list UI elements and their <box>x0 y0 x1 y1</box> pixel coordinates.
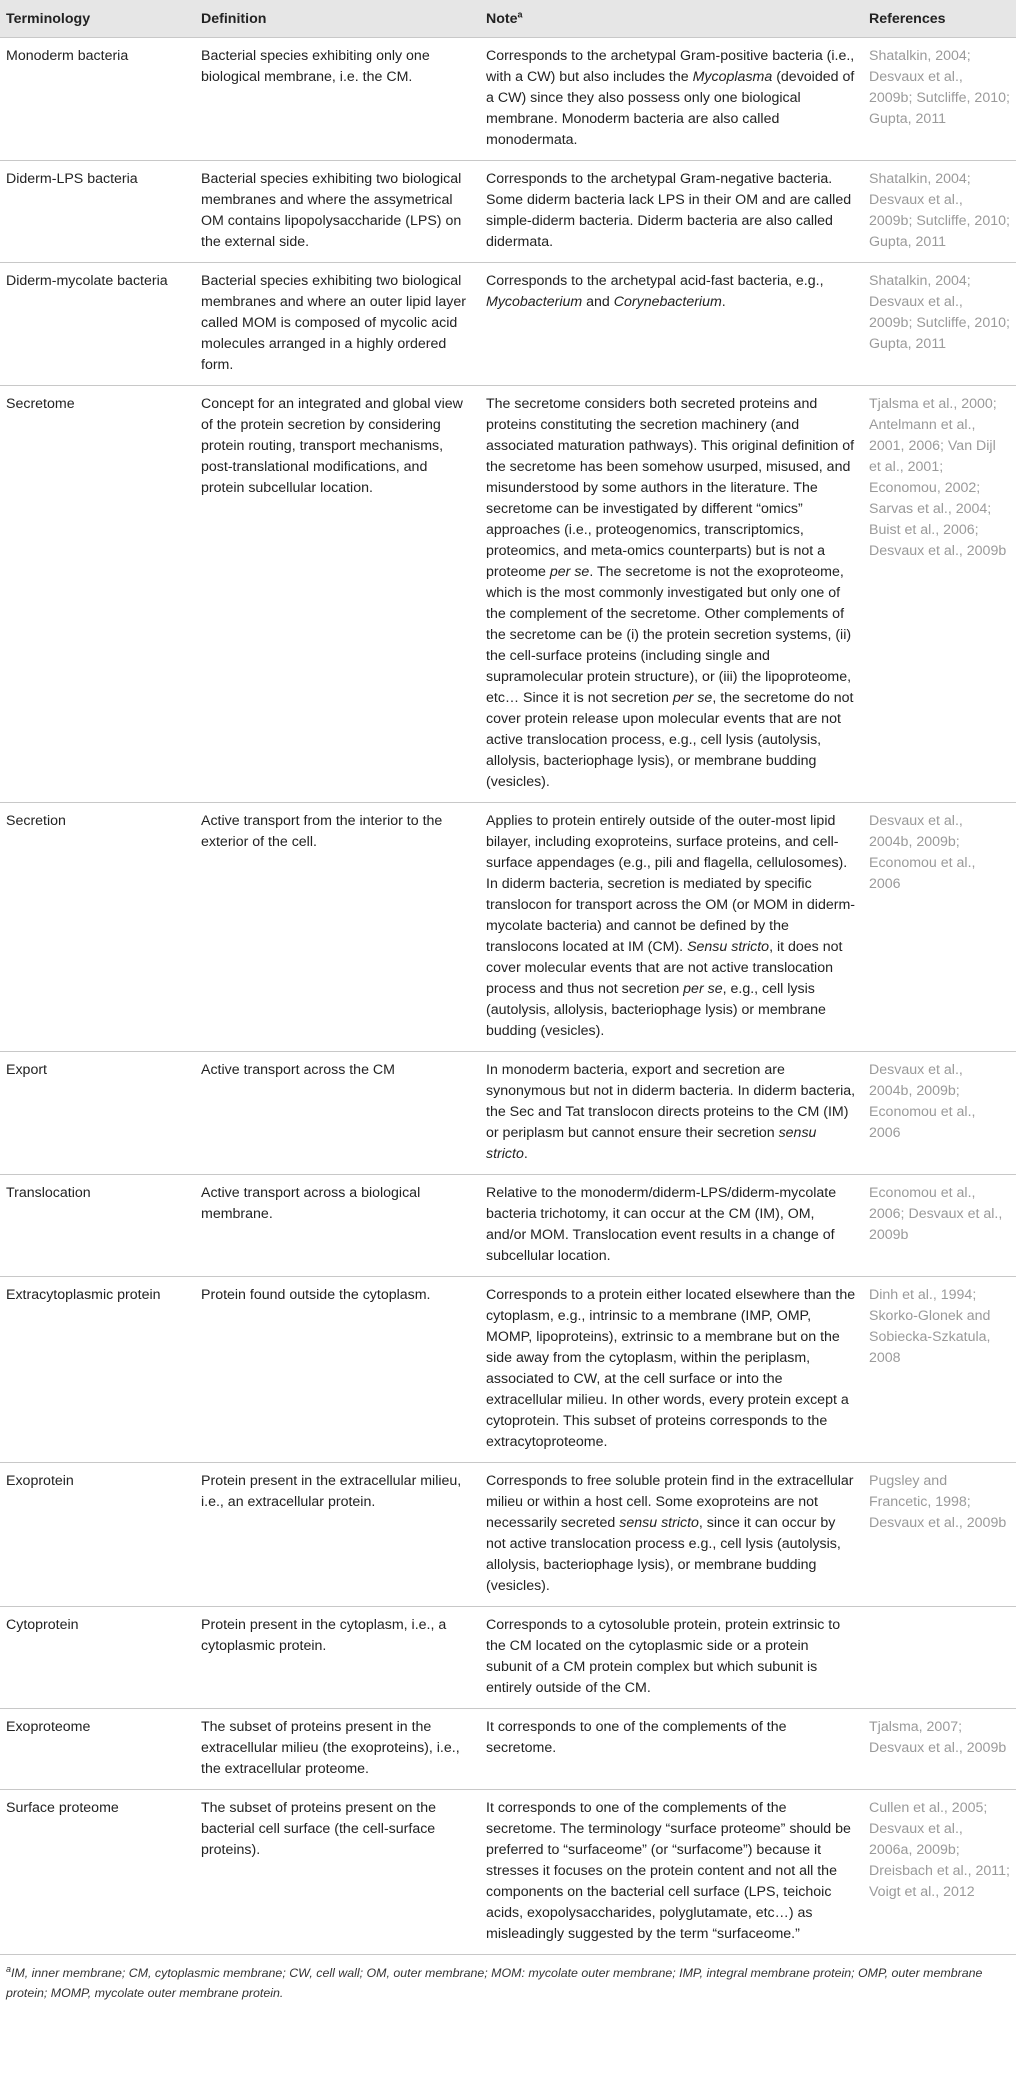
row-terminology: Export <box>0 1052 195 1175</box>
table-header-row <box>0 0 1016 38</box>
row-definition: Active transport from the interior to the exterior of the cell. <box>195 803 480 1052</box>
row-definition: Protein found outside the cytoplasm. <box>195 1277 480 1463</box>
row-references: Pugsley and Francetic, 1998; Desvaux et al., 2009b <box>863 1463 1016 1607</box>
row-definition: Active transport across the CM <box>195 1052 480 1175</box>
table-row <box>0 38 1016 161</box>
row-definition: Bacterial species exhibiting two biological membranes and where an outer lipid layer called MOM is composed of mycolic acid molecules arranged in a highly ordered form. <box>195 263 480 386</box>
row-note <box>480 161 863 263</box>
note-italic-text: Mycoplasma <box>692 69 773 85</box>
row-references: Shatalkin, 2004; Desvaux et al., 2009b; Sutcliffe, 2010; Gupta, 2011 <box>863 161 1016 263</box>
row-definition: Concept for an integrated and global view of the protein secretion by considering protein routing, transport mechanisms, post-translational modifications, and protein subcellular location. <box>195 386 480 803</box>
row-terminology: Diderm-mycolate bacteria <box>0 263 195 386</box>
row-terminology: Translocation <box>0 1175 195 1277</box>
row-definition: Protein present in the extracellular milieu, i.e., an extracellular protein. <box>195 1463 480 1607</box>
row-references: Desvaux et al., 2004b, 2009b; Economou et al., 2006 <box>863 803 1016 1052</box>
row-references <box>863 1607 1016 1709</box>
table-row <box>0 1709 1016 1790</box>
note-text: and <box>582 294 614 310</box>
row-references: Tjalsma et al., 2000; Antelmann et al., 2001, 2006; Van Dijl et al., 2001; Economou, 2002; Sarvas et al., 2004; Buist et al., 2006; Desvaux et al., 2009b <box>863 386 1016 803</box>
row-terminology: Exoproteome <box>0 1709 195 1790</box>
footnote-text: IM, inner membrane; CM, cytoplasmic membrane; CW, cell wall; OM, outer membrane; MOM: mycolate outer membrane; IMP, integral membrane protein; OMP, outer membrane protein; MOMP, mycolate outer membrane protein. <box>6 1966 983 2000</box>
row-terminology: Cytoprotein <box>0 1607 195 1709</box>
note-text: . <box>523 1146 528 1162</box>
note-text: Corresponds to free soluble protein find in the extracellular milieu or within a host cell. Some exoproteins are not necessarily secreted <box>486 1473 854 1531</box>
row-note <box>480 1709 863 1790</box>
note-text: Corresponds to a cytosoluble protein, protein extrinsic to the CM located on the cytoplasmic side or a protein subunit of a CM protein complex but which subunit is entirely outside of the CM. <box>486 1617 841 1696</box>
footnote-marker: a <box>6 1963 12 1974</box>
note-italic-text: Mycobacterium <box>486 294 583 310</box>
table-row <box>0 803 1016 1052</box>
note-italic-text: sensu stricto <box>619 1515 699 1531</box>
note-italic-text: Sensu stricto <box>687 939 770 955</box>
note-italic-text: Corynebacterium <box>613 294 722 310</box>
header-note-footnote-marker: a <box>517 9 523 20</box>
note-text: Corresponds to the archetypal Gram-positive bacteria (i.e., with a CW) but also includes the <box>486 48 855 85</box>
table-row <box>0 1175 1016 1277</box>
note-text: , the secretome do not cover protein release upon molecular events that are not active translocation process, e.g., cell lysis (autolysis, allolysis, bacteriophage lysis), or membrane budding (vesicles). <box>486 690 854 790</box>
note-italic-text: sensu stricto <box>486 1125 817 1162</box>
row-references: Cullen et al., 2005; Desvaux et al., 2006a, 2009b; Dreisbach et al., 2011; Voigt et al., 2012 <box>863 1790 1016 1955</box>
row-references: Shatalkin, 2004; Desvaux et al., 2009b; Sutcliffe, 2010; Gupta, 2011 <box>863 38 1016 161</box>
row-definition: Bacterial species exhibiting only one biological membrane, i.e. the CM. <box>195 38 480 161</box>
row-definition: The subset of proteins present in the extracellular milieu (the exoproteins), i.e., the extracellular proteome. <box>195 1709 480 1790</box>
note-text: Relative to the monoderm/diderm-LPS/diderm-mycolate bacteria trichotomy, it can occur at the CM (IM), OM, and/or MOM. Translocation event results in a change of subcellular location. <box>486 1185 837 1264</box>
row-references: Economou et al., 2006; Desvaux et al., 2009b <box>863 1175 1016 1277</box>
row-terminology: Diderm-LPS bacteria <box>0 161 195 263</box>
header-note-label: Note <box>486 11 518 27</box>
table-row <box>0 1607 1016 1709</box>
table-row <box>0 263 1016 386</box>
note-text: . The secretome is not the exoproteome, which is the most commonly investigated but only one of the complement of the secretome. Other complements of the secretome can be (i) the protein secretion systems, (ii) the cell-surface proteins (including single and supramolecular protein structure), or (iii) the lipoproteome, etc… Since it is not secretion <box>486 564 852 706</box>
header-references: References <box>869 11 946 27</box>
header-note <box>480 0 863 38</box>
row-definition: The subset of proteins present on the bacterial cell surface (the cell-surface proteins). <box>195 1790 480 1955</box>
note-text: (devoided of a CW) since they also possess only one biological membrane. Monoderm bacteria are also called monodermata. <box>486 69 855 148</box>
row-terminology: Monoderm bacteria <box>0 38 195 161</box>
row-note <box>480 38 863 161</box>
table-row <box>0 1052 1016 1175</box>
row-references: Dinh et al., 1994; Skorko-Glonek and Sobiecka-Szkatula, 2008 <box>863 1277 1016 1463</box>
row-terminology: Secretion <box>0 803 195 1052</box>
note-text: , since it can occur by not active translocation process e.g., cell lysis (autolysis, allolysis, bacteriophage lysis), or membrane budding (vesicles). <box>486 1515 841 1594</box>
row-terminology: Surface proteome <box>0 1790 195 1955</box>
note-text: , it does not cover molecular events that are not active translocation process and thus not secretion <box>486 939 843 997</box>
row-note <box>480 263 863 386</box>
note-text: , e.g., cell lysis (autolysis, allolysis, bacteriophage lysis) or membrane budding (vesicles). <box>486 981 826 1039</box>
note-text: The secretome considers both secreted proteins and proteins constituting the secretion machinery (and associated maturation pathways). This original definition of the secretome has been somehow usurped, misused, and misunderstood by some authors in the literature. The secretome can be investigated by different “omics” approaches (i.e., proteogenomics, transcriptomics, proteomics, and meta-omics counterparts) but is not a proteome <box>486 396 855 580</box>
row-references: Tjalsma, 2007; Desvaux et al., 2009b <box>863 1709 1016 1790</box>
note-text: It corresponds to one of the complements of the secretome. The terminology “surface proteome” should be preferred to “surfaceome” (or “surfacome”) because it stresses it focuses on the protein content and not all the components on the bacterial cell surface (LPS, teichoic acids, exopolysaccharides, polyglutamate, etc…) as misleadingly suggested by the term “surfaceome.” <box>486 1800 851 1942</box>
row-note <box>480 1607 863 1709</box>
row-note <box>480 386 863 803</box>
row-references: Shatalkin, 2004; Desvaux et al., 2009b; Sutcliffe, 2010; Gupta, 2011 <box>863 263 1016 386</box>
header-terminology: Terminology <box>6 11 91 27</box>
table-row <box>0 161 1016 263</box>
row-note <box>480 1790 863 1955</box>
row-definition: Protein present in the cytoplasm, i.e., a cytoplasmic protein. <box>195 1607 480 1709</box>
row-note <box>480 1277 863 1463</box>
row-terminology: Secretome <box>0 386 195 803</box>
note-text: Corresponds to a protein either located elsewhere than the cytoplasm, e.g., intrinsic to a membrane (IMP, OMP, MOMP, lipoproteins), extrinsic to a membrane but on the side away from the cytoplasm, within the periplasm, associated to CW, at the cell surface or into the extracellular milieu. In other words, every protein except a cytoprotein. This subset of proteins corresponds to the extracytoproteome. <box>486 1287 856 1450</box>
table-row <box>0 1790 1016 1955</box>
note-text: Corresponds to the archetypal acid-fast bacteria, e.g., <box>486 273 824 289</box>
table-row <box>0 386 1016 803</box>
note-text: Applies to protein entirely outside of the outer-most lipid bilayer, including exoproteins, surface proteins, and cell-surface appendages (e.g., pili and flagella, cellulosomes). In diderm bacteria, secretion is mediated by specific translocon for transport across the OM (or MOM in diderm-mycolate bacteria) and cannot be defined by the translocons located at IM (CM). <box>486 813 855 955</box>
note-italic-text: per se <box>683 981 723 997</box>
note-italic-text: per se <box>549 564 590 580</box>
header-definition: Definition <box>201 11 267 27</box>
row-terminology: Extracytoplasmic protein <box>0 1277 195 1463</box>
note-text: In monoderm bacteria, export and secretion are synonymous but not in diderm bacteria. In diderm bacteria, the Sec and Tat translocon directs proteins to the CM (IM) or periplasm but cannot ensure their secretion <box>486 1062 856 1141</box>
row-note <box>480 803 863 1052</box>
table-body <box>0 38 1016 1955</box>
row-references: Desvaux et al., 2004b, 2009b; Economou et al., 2006 <box>863 1052 1016 1175</box>
table-row <box>0 1277 1016 1463</box>
note-italic-text: per se <box>672 690 713 706</box>
row-note <box>480 1463 863 1607</box>
note-text: It corresponds to one of the complements of the secretome. <box>486 1719 787 1756</box>
row-definition: Bacterial species exhibiting two biological membranes and where the assymetrical OM contains lipopolysaccharide (LPS) on the external side. <box>195 161 480 263</box>
note-text: . <box>721 294 726 310</box>
row-note <box>480 1052 863 1175</box>
row-note <box>480 1175 863 1277</box>
note-text: Corresponds to the archetypal Gram-negative bacteria. Some diderm bacteria lack LPS in their OM and are called simple-diderm bacteria. Diderm bacteria are also called didermata. <box>486 171 852 250</box>
table-footnote <box>0 1955 1016 2003</box>
row-terminology: Exoprotein <box>0 1463 195 1607</box>
table-row <box>0 1463 1016 1607</box>
row-definition: Active transport across a biological membrane. <box>195 1175 480 1277</box>
